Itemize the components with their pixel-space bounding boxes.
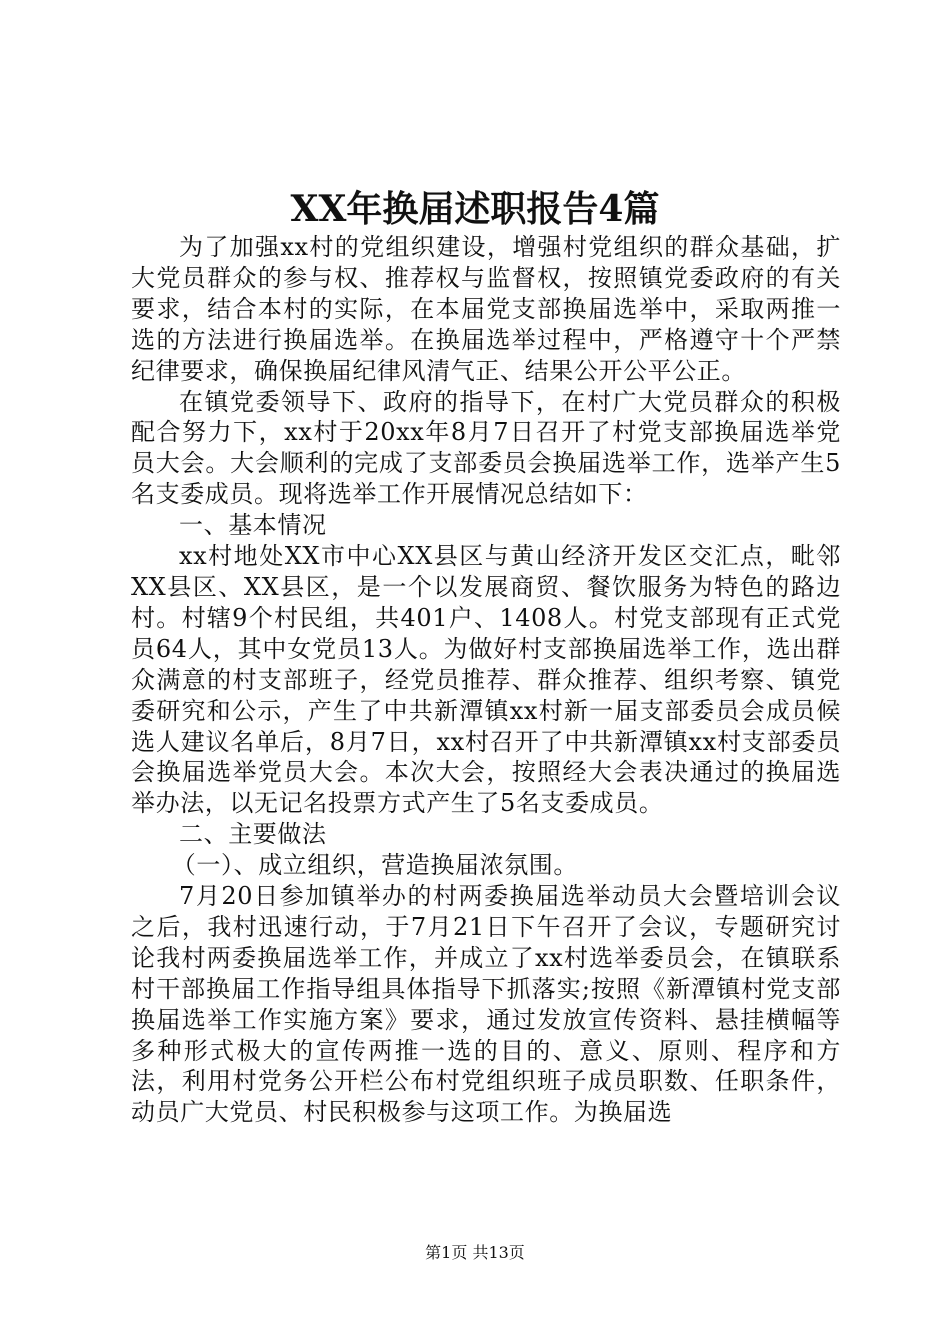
paragraph-organize: 7月20日参加镇举办的村两委换届选举动员大会暨培训会议之后，我村迅速行动，于7月21日下午召开了会议，专题研究讨论我村两委换届选举工作，并成立了xx村选举委员会，在镇联系村干部换届工作指导组具体指导下抓落实;按照《新潭镇村党支部换届选举工作实施方案》要求，通过发放宣传资料、悬挂横幅等多种形式极大的宣传两推一选的目的、意义、原则、程序和方法，利用村党务公开栏公布村党组织班子成员职数、任职条件，动员广大党员、村民积极参与这项工作。为换届选 (131, 882, 841, 1127)
paragraph-intro: 为了加强xx村的党组织建设，增强村党组织的群众基础，扩大党员群众的参与权、推荐权与监督权，按照镇党委政府的有关要求，结合本村的实际，在本届党支部换届选举中，采取两推一选的方法进行换届选举。在换届选举过程中，严格遵守十个严禁纪律要求，确保换届纪律风清气正、结果公开公平公正。 (131, 233, 841, 385)
paragraph-basic-info: xx村地处XX市中心XX县区与黄山经济开发区交汇点，毗邻XX县区、XX县区，是一个以发展商贸、餐饮服务为特色的路边村。村辖9个村民组，共401户、1408人。村党支部现有正式党员64人，其中女党员13人。为做好村支部换届选举工作，选出群众满意的村支部班子，经党员推荐、群众推荐、组织考察、镇党委研究和公示，产生了中共新潭镇xx村新一届支部委员会成员候选人建议名单后，8月7日，xx村召开了中共新潭镇xx村支部委员会换届选举党员大会。本次大会，按照经大会表决通过的换届选举办法，以无记名投票方式产生了5名支委成员。 (131, 542, 841, 818)
paragraph-meeting: 在镇党委领导下、政府的指导下，在村广大党员群众的积极配合努力下，xx村于20xx年8月7日召开了村党支部换届选举党员大会。大会顺利的完成了支部委员会换届选举工作，选举产生5名支委成员。现将选举工作开展情况总结如下： (131, 387, 841, 509)
page-footer: 第1页 共13页 (425, 1243, 525, 1262)
document-body (131, 232, 841, 1128)
section-heading-basic: 一、基本情况 (179, 511, 327, 540)
subsection-heading-organize: （一）、成立组织，营造换届浓氛围。 (171, 851, 578, 880)
document-title: XX年换届述职报告4篇 (290, 188, 660, 230)
section-heading-methods: 二、主要做法 (179, 820, 327, 849)
